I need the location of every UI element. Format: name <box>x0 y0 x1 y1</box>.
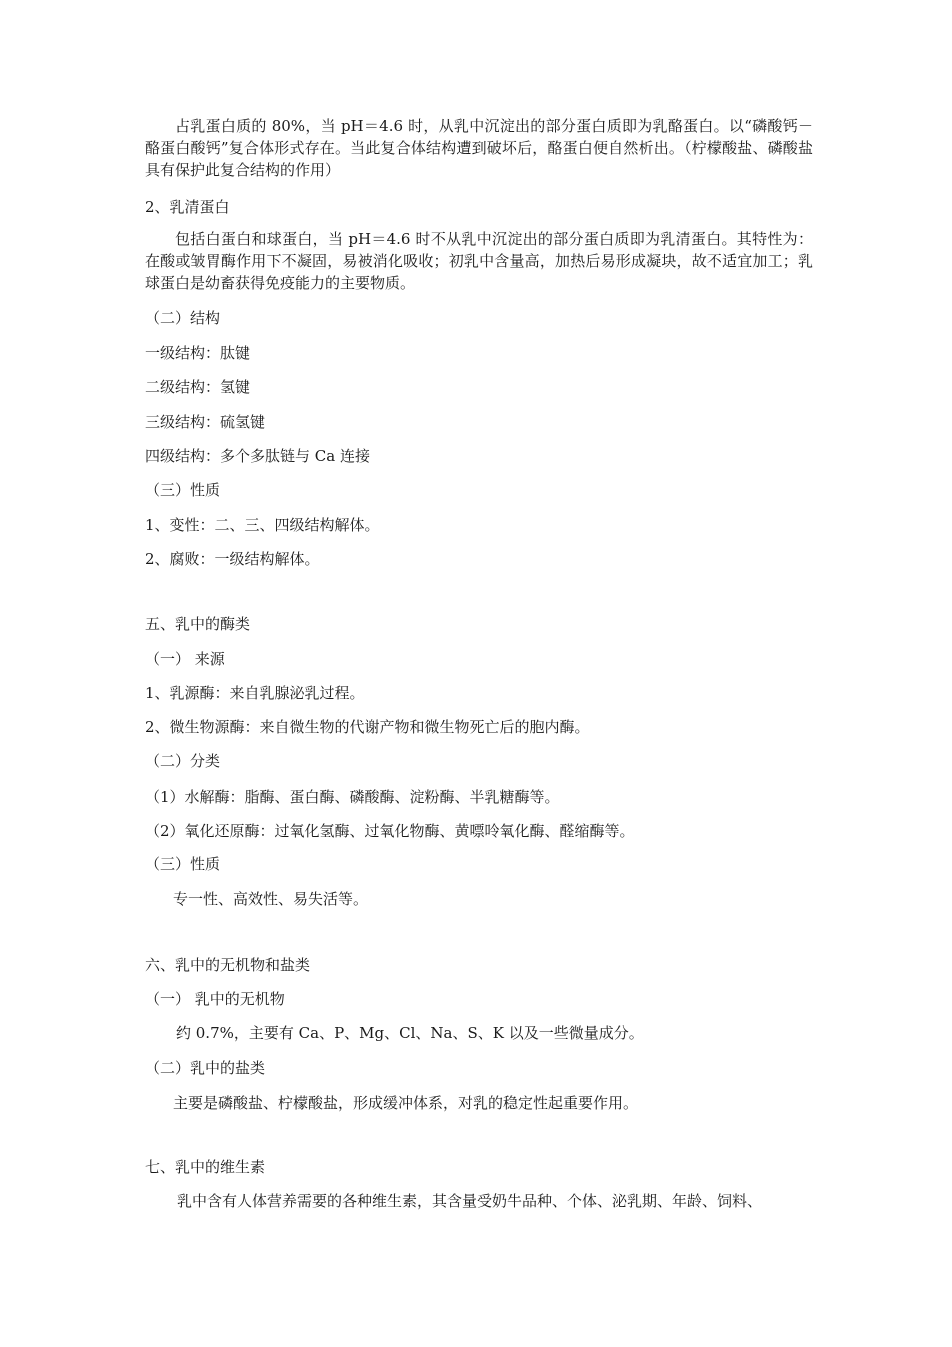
whey-protein-heading: 2、乳清蛋白 <box>145 198 230 216</box>
salts-heading: （二）乳中的盐类 <box>145 1059 266 1077</box>
salts-text: 主要是磷酸盐、柠檬酸盐，形成缓冲体系，对乳的稳定性起重要作用。 <box>173 1094 639 1112</box>
minerals-section-title: 六、乳中的无机物和盐类 <box>145 956 311 974</box>
inorganic-heading: （一） 乳中的无机物 <box>145 990 285 1008</box>
casein-paragraph: 占乳蛋白质的 80%，当 pH＝4.6 时，从乳中沉淀出的部分蛋白质即为乳酪蛋白。以“磷酸钙－酪蛋白酸钙”复合体形式存在。当此复合体结构遭到破坏后，酪蛋白便自然析出。（柠檬酸盐、磷酸盐具有保护此复合结构的作用） <box>145 117 813 179</box>
enzymes-class-item: （2）氧化还原酶：过氧化氢酶、过氧化物酶、黄嘌呤氧化酶、醛缩酶等。 <box>145 822 635 840</box>
structure-item: 一级结构：肽键 <box>145 344 251 362</box>
whey-protein-paragraph: 包括白蛋白和球蛋白，当 pH＝4.6 时不从乳中沉淀出的部分蛋白质即为乳清蛋白。其特性为：在酸或皱胃酶作用下不凝固，易被消化吸收；初乳中含量高，加热后易形成凝块，故不适宜加工；乳球蛋白是幼畜获得免疫能力的主要物质。 <box>145 230 813 292</box>
properties-item: 2、腐败：一级结构解体。 <box>145 550 320 568</box>
enzymes-class-heading: （二）分类 <box>145 752 221 770</box>
structure-item: 三级结构：硫氢键 <box>145 413 266 431</box>
properties-heading: （三）性质 <box>145 481 221 499</box>
inorganic-text: 约 0.7%，主要有 Ca、P、Mg、Cl、Na、S、K 以及一些微量成分。 <box>176 1024 644 1042</box>
structure-heading: （二）结构 <box>145 309 221 327</box>
enzymes-source-item: 1、乳源酶：来自乳腺泌乳过程。 <box>145 684 365 702</box>
enzymes-properties-heading: （三）性质 <box>145 855 221 873</box>
properties-item: 1、变性：二、三、四级结构解体。 <box>145 516 380 534</box>
enzymes-properties-text: 专一性、高效性、易失活等。 <box>173 890 369 908</box>
enzymes-section-title: 五、乳中的酶类 <box>145 615 251 633</box>
vitamins-section-title: 七、乳中的维生素 <box>145 1158 266 1176</box>
structure-item: 二级结构：氢键 <box>145 378 251 396</box>
vitamins-text: 乳中含有人体营养需要的各种维生素，其含量受奶牛品种、个体、泌乳期、年龄、饲料、 <box>177 1192 763 1210</box>
enzymes-source-heading: （一） 来源 <box>145 650 225 668</box>
enzymes-class-item: （1）水解酶：脂酶、蛋白酶、磷酸酶、淀粉酶、半乳糖酶等。 <box>145 788 560 806</box>
enzymes-source-item: 2、微生物源酶：来自微生物的代谢产物和微生物死亡后的胞内酶。 <box>145 718 590 736</box>
structure-item: 四级结构：多个多肽链与 Ca 连接 <box>145 447 370 465</box>
